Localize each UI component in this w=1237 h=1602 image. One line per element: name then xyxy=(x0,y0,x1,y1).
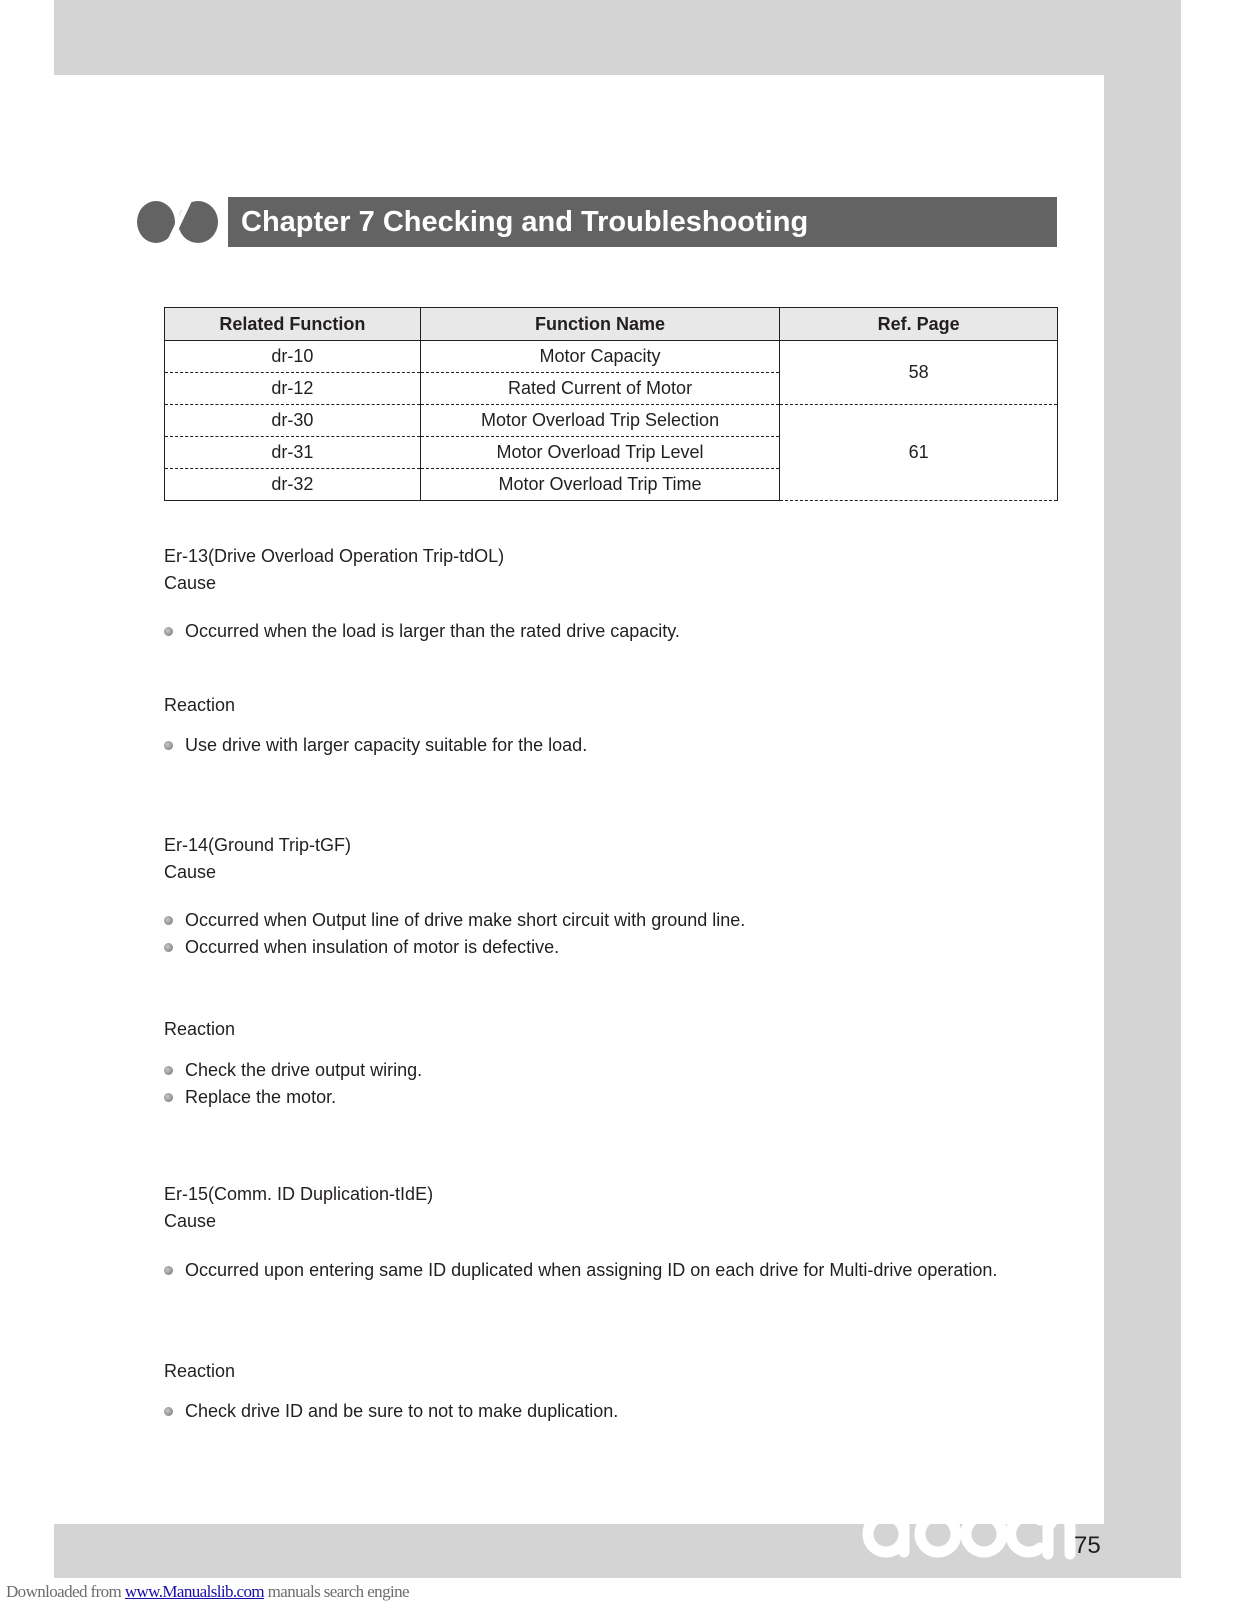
header-related-function: Related Function xyxy=(165,308,421,341)
function-code: dr-30 xyxy=(165,405,421,437)
table-row xyxy=(165,405,1058,437)
reaction-label: Reaction xyxy=(164,1361,236,1381)
cause-item xyxy=(164,937,559,958)
reaction-item xyxy=(164,1060,422,1081)
function-name: Motor Capacity xyxy=(420,341,780,373)
cause-label: Cause xyxy=(164,862,217,882)
function-name: Rated Current of Motor xyxy=(420,373,780,405)
reaction-text: Replace the motor. xyxy=(185,1087,337,1107)
chapter-header xyxy=(128,197,1057,247)
table-header-row xyxy=(165,308,1058,341)
function-name: Motor Overload Trip Time xyxy=(420,469,780,501)
bullet-icon xyxy=(164,1066,173,1075)
bullet-icon xyxy=(164,1407,173,1416)
cause-item xyxy=(164,1260,997,1281)
table-row xyxy=(165,341,1058,373)
bullet-icon xyxy=(164,627,173,636)
cause-text: Occurred when insulation of motor is defective. xyxy=(185,937,560,957)
bullet-icon xyxy=(164,943,173,952)
cause-item xyxy=(164,910,745,931)
reaction-label: Reaction xyxy=(164,695,236,715)
section-title-er14: Er-14(Ground Trip-tGF) xyxy=(164,835,352,855)
function-code: dr-12 xyxy=(165,373,421,405)
page-frame-right xyxy=(1104,0,1181,1600)
ref-page: 61 xyxy=(780,405,1058,501)
cause-text: Occurred when Output line of drive make short circuit with ground line. xyxy=(185,910,746,930)
section-title-er13: Er-13(Drive Overload Operation Trip-tdOL) xyxy=(164,546,505,566)
reaction-text: Check drive ID and be sure to not to make duplication. xyxy=(185,1401,619,1421)
manualslib-link[interactable]: www.Manualslib.com xyxy=(124,1582,265,1601)
bullet-icon xyxy=(164,1093,173,1102)
page-number: 75 xyxy=(1074,1532,1101,1559)
cause-label: Cause xyxy=(164,573,217,593)
footer-suffix: manuals search engine xyxy=(264,1582,409,1601)
reaction-text: Check the drive output wiring. xyxy=(185,1060,423,1080)
function-code: dr-31 xyxy=(165,437,421,469)
reaction-item xyxy=(164,735,587,756)
bullet-icon xyxy=(164,916,173,925)
reaction-item xyxy=(164,1087,336,1108)
function-name: Motor Overload Trip Selection xyxy=(420,405,780,437)
section-title-er15: Er-15(Comm. ID Duplication-tIdE) xyxy=(164,1184,434,1204)
bullet-icon xyxy=(164,741,173,750)
function-name: Motor Overload Trip Level xyxy=(420,437,780,469)
footer-prefix: Downloaded from xyxy=(6,1582,125,1601)
function-code: dr-32 xyxy=(165,469,421,501)
dooch-logo-icon xyxy=(862,1494,1076,1560)
chapter-title: Chapter 7 Checking and Troubleshooting xyxy=(241,206,809,238)
reaction-text: Use drive with larger capacity suitable for the load. xyxy=(185,735,588,755)
cause-item xyxy=(164,621,680,642)
function-code: dr-10 xyxy=(165,341,421,373)
chapter-logo-icon xyxy=(128,197,228,247)
cause-text: Occurred upon entering same ID duplicated when assigning ID on each drive for Multi-drive operation. xyxy=(185,1260,998,1280)
bullet-icon xyxy=(164,1266,173,1275)
cause-text: Occurred when the load is larger than the rated drive capacity. xyxy=(185,621,680,641)
reaction-item xyxy=(164,1401,618,1422)
header-function-name: Function Name xyxy=(420,308,780,341)
page-frame-top xyxy=(54,0,1181,75)
cause-label: Cause xyxy=(164,1211,217,1231)
reaction-label: Reaction xyxy=(164,1019,236,1039)
ref-page: 58 xyxy=(780,341,1058,405)
header-ref-page: Ref. Page xyxy=(780,308,1058,341)
related-function-table xyxy=(164,307,1058,501)
download-footer xyxy=(6,1582,409,1602)
